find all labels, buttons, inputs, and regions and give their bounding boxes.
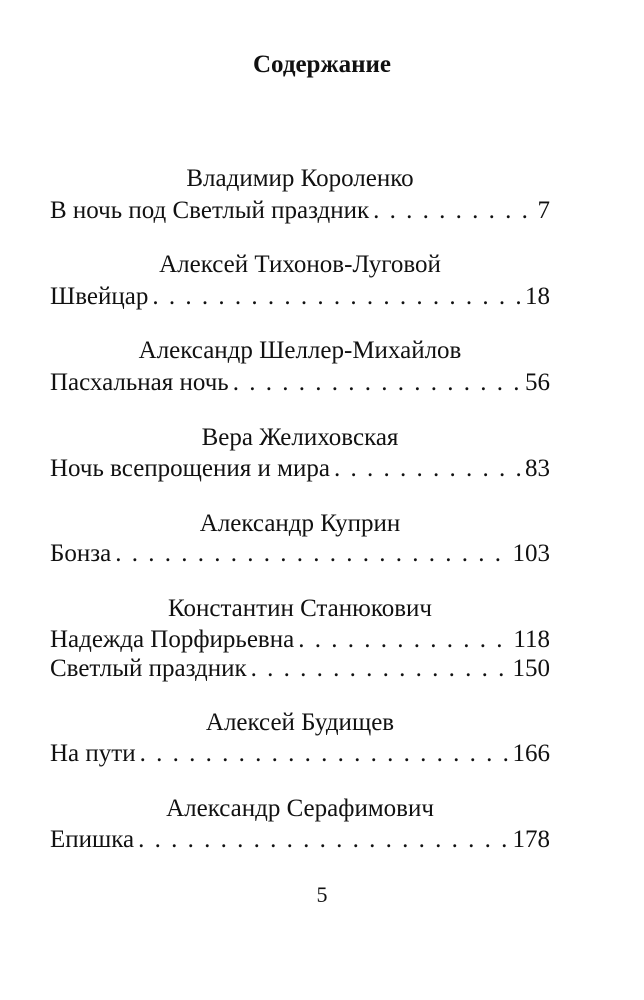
entry-title: Швейцар [50, 283, 149, 310]
dot-leader [138, 823, 508, 857]
dot-leader [373, 194, 533, 228]
toc-entry [50, 823, 550, 857]
author-name: Вера Желиховская [201, 424, 399, 451]
entry-page-number: 83 [525, 455, 550, 482]
entry-page-number: 56 [525, 369, 550, 396]
entry-title: Бонза [50, 540, 112, 567]
toc-entry [50, 194, 550, 228]
toc-entry [50, 737, 550, 771]
page-number: 5 [316, 882, 328, 907]
author-name: Алексей Тихонов-Луговой [159, 251, 441, 278]
toc-entry [50, 452, 550, 486]
toc-entry [50, 280, 550, 314]
page-title: Содержание [252, 51, 391, 78]
entry-page-number: 150 [512, 655, 550, 682]
dot-leader [251, 652, 509, 686]
dot-leader [115, 537, 508, 571]
author-name: Алексей Будищев [205, 709, 395, 736]
entry-title: Пасхальная ночь [50, 369, 229, 396]
author-name: Владимир Короленко [186, 165, 414, 192]
entry-page-number: 118 [513, 626, 550, 653]
author-name: Александр Серафимович [166, 795, 434, 822]
toc-entry [50, 537, 550, 571]
entry-title: Ночь всепрощения и мира [50, 455, 330, 482]
entry-title: Епишка [50, 826, 135, 853]
entry-page-number: 103 [512, 540, 550, 567]
author-name: Александр Шеллер-Михайлов [138, 337, 462, 364]
entry-page-number: 166 [512, 740, 550, 767]
entry-page-number: 178 [512, 826, 550, 853]
author-name: Александр Куприн [199, 510, 401, 537]
dot-leader [233, 366, 521, 400]
toc-entry [50, 652, 550, 686]
dot-leader [334, 452, 521, 486]
entry-title: Надежда Порфирьевна [50, 626, 295, 653]
entry-title: На пути [50, 740, 136, 767]
entry-page-number: 18 [525, 283, 550, 310]
dot-leader [140, 737, 509, 771]
entry-title: Светлый праздник [50, 655, 247, 682]
entry-page-number: 7 [537, 197, 550, 224]
toc-entry [50, 366, 550, 400]
entry-title: В ночь под Светлый праздник [50, 197, 370, 224]
dot-leader [152, 280, 521, 314]
author-name: Константин Станюкович [168, 595, 432, 622]
